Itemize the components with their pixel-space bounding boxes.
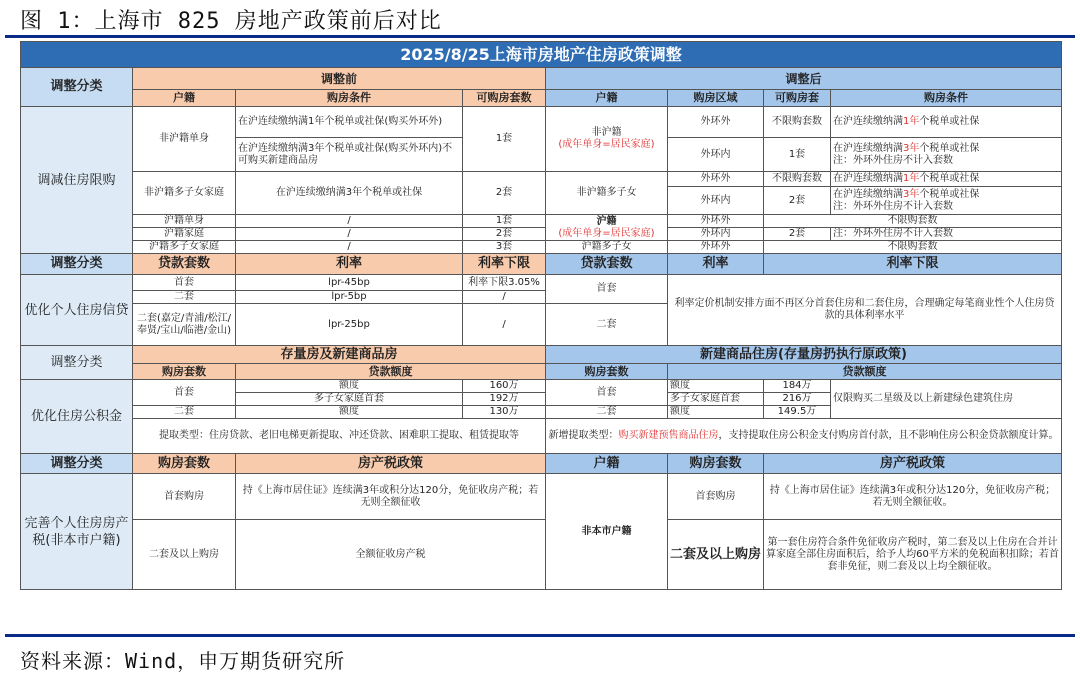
after-col-floor: 利率下限 (764, 254, 1062, 275)
after-first-tax: 持《上海市居住证》连续满3年或积分达120分，免征收房产税；若无则全额征收。 (764, 474, 1062, 520)
after-count-unlimited: 不限购套数 (764, 107, 831, 138)
before-col-floor: 利率下限 (463, 254, 546, 275)
before-floor-first: 利率下限3.05% (463, 275, 546, 291)
after-area-inner: 外环内 (668, 138, 764, 172)
cond-text: 在沪连续缴纳满 (833, 142, 903, 154)
after-second: 二套 (546, 406, 668, 419)
cond-text: 在沪连续缴纳满 (833, 116, 903, 127)
before-second-purchase: 二套及以上购房 (133, 520, 236, 590)
before-hukou-nonlocal-multichild: 非沪籍多子女家庭 (133, 172, 236, 215)
after-second-tax: 第一套住房符合条件免征收房产税时，第二套及以上住房在合并计算家庭全部住房面积后，给予人均60平方米的免税面积扣除；若首套非免征，则二套及以上均全额征收。 (764, 520, 1062, 590)
before-col-tax: 房产税政策 (236, 454, 546, 474)
after-first-purchase: 首套购房 (668, 474, 764, 520)
after-hukou-local (546, 215, 668, 241)
after-green-note: 仅限购买二星级及以上新建绿色建筑住房 (831, 380, 1062, 419)
bottom-rule (5, 634, 1075, 637)
after-hukou-nonlocal: 非本市户籍 (546, 474, 668, 590)
after-header: 调整后 (546, 68, 1062, 90)
before-first-purchase: 首套购房 (133, 474, 236, 520)
before-count-1: 1套 (463, 215, 546, 228)
category-purchase-restriction: 调减住房限购 (21, 107, 133, 254)
category-personal-loan: 优化个人住房信贷 (21, 275, 133, 346)
cond-text: 个税单或社保 (919, 142, 980, 154)
after-loan-first: 首套 (546, 275, 668, 304)
after-col-rate: 利率 (668, 254, 764, 275)
after-col-amount: 贷款额度 (668, 364, 1062, 380)
before-cond-3yr: 在沪连续缴纳满3年个税单或社保(购买外环内)不可购买新建商品房 (236, 138, 463, 172)
before-quota-amount: 160万 (463, 380, 546, 393)
before-second-label: 额度 (236, 406, 463, 419)
table-title: 2025/8/25上海市房地产住房政策调整 (21, 42, 1062, 68)
top-rule (5, 35, 1075, 38)
after-second-label: 额度 (668, 406, 764, 419)
policy-comparison-table (20, 41, 1062, 590)
before-cond-1yr: 在沪连续缴纳满1年个税单或社保(购买外环外) (236, 107, 463, 138)
cond-highlight: 3年 (903, 142, 920, 154)
after-col-condition: 购房条件 (831, 90, 1062, 107)
after-area-inner: 外环内 (668, 228, 764, 241)
before-col-count: 购房套数 (133, 364, 236, 380)
category-housing-fund: 优化住房公积金 (21, 380, 133, 454)
after-hukou-nonlocal (546, 107, 668, 172)
after-fund-title: 新建商品住房(存量房扔执行原政策) (546, 346, 1062, 364)
cond-text: 个税单或社保 (919, 116, 980, 127)
after-note: 注：外环外住房不计入套数 (831, 228, 1062, 241)
withdraw-text: 新增提取类型： (548, 430, 619, 441)
before-hukou-nonlocal-single: 非沪籍单身 (133, 107, 236, 172)
before-hukou-local-multichild: 沪籍多子女家庭 (133, 241, 236, 254)
after-hukou-nonlocal-note: (成年单身=居民家庭) (558, 139, 655, 150)
after-hukou-nonlocal-multichild: 非沪籍多子女 (546, 172, 668, 215)
cond-text: 个税单或社保 (919, 188, 980, 200)
cond-text: 个税单或社保 (919, 173, 980, 184)
after-quota-amount: 184万 (764, 380, 831, 393)
after-area-outer: 外环外 (668, 107, 764, 138)
before-floor-second-suburb: / (463, 304, 546, 346)
after-col-count: 购房套数 (546, 364, 668, 380)
after-withdraw-types (546, 419, 1062, 454)
after-hukou-nonlocal-label: 非沪籍 (591, 127, 622, 138)
after-quota-label: 额度 (668, 380, 764, 393)
after-second-amount: 149.5万 (764, 406, 831, 419)
cond-highlight: 3年 (903, 188, 920, 200)
cond-note: 注：外环外住房不计入套数 (833, 154, 953, 166)
before-cond-none: / (236, 241, 463, 254)
after-first: 首套 (546, 380, 668, 406)
after-cond-1yr (831, 172, 1062, 187)
after-col-loan-count: 贷款套数 (546, 254, 668, 275)
before-withdraw-types: 提取类型：住房贷款、老旧电梯更新提取、冲还贷款、困难职工提取、租赁提取等 (133, 419, 546, 454)
after-cond-1yr (831, 107, 1062, 138)
before-first: 首套 (133, 380, 236, 406)
before-col-count: 购房套数 (133, 454, 236, 474)
category-header: 调整分类 (21, 454, 133, 474)
before-quota-label: 额度 (236, 380, 463, 393)
after-hukou-local-note: (成年单身=居民家庭) (558, 227, 655, 239)
after-cond-3yr (831, 138, 1062, 172)
source-note: 资料来源：Wind，申万期货研究所 (20, 649, 346, 673)
before-count-2: 2套 (463, 228, 546, 241)
before-count-3: 3套 (463, 241, 546, 254)
after-multichild-amount: 216万 (764, 393, 831, 406)
before-rate-second: lpr-5bp (236, 291, 463, 304)
after-col-tax: 房产税政策 (764, 454, 1062, 474)
after-loan-second: 二套 (546, 304, 668, 346)
after-second-purchase: 二套及以上购房 (668, 520, 764, 590)
before-cond-none: / (236, 228, 463, 241)
before-rate-second-suburb: lpr-25bp (236, 304, 463, 346)
after-count-1: 1套 (764, 138, 831, 172)
before-count-1: 1套 (463, 107, 546, 172)
before-hukou-local-single: 沪籍单身 (133, 215, 236, 228)
before-loan-first: 首套 (133, 275, 236, 291)
after-col-count: 购房套数 (668, 454, 764, 474)
before-col-condition: 购房条件 (236, 90, 463, 107)
before-floor-second: / (463, 291, 546, 304)
after-area-inner: 外环内 (668, 187, 764, 215)
cond-text: 在沪连续缴纳满 (833, 173, 903, 184)
before-second: 二套 (133, 406, 236, 419)
before-first-tax: 持《上海市居住证》连续满3年或积分达120分，免征收房产税；若无则全额征收 (236, 474, 546, 520)
before-rate-first: lpr-45bp (236, 275, 463, 291)
withdraw-highlight: 购买新建预售商品住房 (618, 430, 719, 441)
before-hukou-local-family: 沪籍家庭 (133, 228, 236, 241)
after-count-2: 2套 (764, 228, 831, 241)
before-col-amount: 贷款额度 (236, 364, 546, 380)
after-unlimited: 不限购套数 (764, 241, 1062, 254)
before-loan-second: 二套 (133, 291, 236, 304)
before-cond-none: / (236, 215, 463, 228)
before-second-amount: 130万 (463, 406, 546, 419)
after-col-hukou: 户籍 (546, 454, 668, 474)
cond-highlight: 1年 (903, 116, 920, 127)
before-fund-title: 存量房及新建商品房 (133, 346, 546, 364)
category-header: 调整分类 (21, 346, 133, 380)
before-second-tax: 全额征收房产税 (236, 520, 546, 590)
after-unlimited: 不限购套数 (764, 215, 1062, 228)
after-area-outer: 外环外 (668, 172, 764, 187)
category-header: 调整分类 (21, 254, 133, 275)
category-header: 调整分类 (21, 68, 133, 107)
before-col-count: 可购房套数 (463, 90, 546, 107)
after-col-hukou: 户籍 (546, 90, 668, 107)
cond-text: 在沪连续缴纳满 (833, 188, 903, 200)
figure-title: 图 1：上海市 825 房地产政策前后对比 (20, 9, 442, 34)
before-header: 调整前 (133, 68, 546, 90)
before-col-rate: 利率 (236, 254, 463, 275)
before-col-hukou: 户籍 (133, 90, 236, 107)
after-cond-3yr (831, 187, 1062, 215)
after-col-count: 可购房套 (764, 90, 831, 107)
before-count-2: 2套 (463, 172, 546, 215)
after-count-unlimited: 不限购套数 (764, 172, 831, 187)
after-area-outer: 外环外 (668, 241, 764, 254)
after-rate-text: 利率定价机制安排方面不再区分首套住房和二套住房，合理确定每笔商业性个人住房贷款的具体利率水平 (668, 275, 1062, 346)
before-multichild-label: 多子女家庭首套 (236, 393, 463, 406)
withdraw-text: ，支持提取住房公积金支付购房首付款，且不影响住房公积金贷款额度计算。 (718, 430, 1059, 441)
after-hukou-local-multichild: 沪籍多子女 (546, 241, 668, 254)
before-loan-second-suburb: 二套(嘉定/青浦/松江/奉贤/宝山/临港/金山) (133, 304, 236, 346)
after-hukou-local-label: 沪籍 (596, 215, 617, 227)
before-cond-multichild: 在沪连续缴纳满3年个税单或社保 (236, 172, 463, 215)
after-col-area: 购房区域 (668, 90, 764, 107)
category-property-tax: 完善个人住房房产税(非本市户籍) (21, 474, 133, 590)
after-multichild-label: 多子女家庭首套 (668, 393, 764, 406)
before-col-loan-count: 贷款套数 (133, 254, 236, 275)
before-multichild-amount: 192万 (463, 393, 546, 406)
after-area-outer: 外环外 (668, 215, 764, 228)
cond-highlight: 1年 (903, 173, 920, 184)
after-count-2: 2套 (764, 187, 831, 215)
cond-note: 注：外环外住房不计入套数 (833, 200, 953, 212)
